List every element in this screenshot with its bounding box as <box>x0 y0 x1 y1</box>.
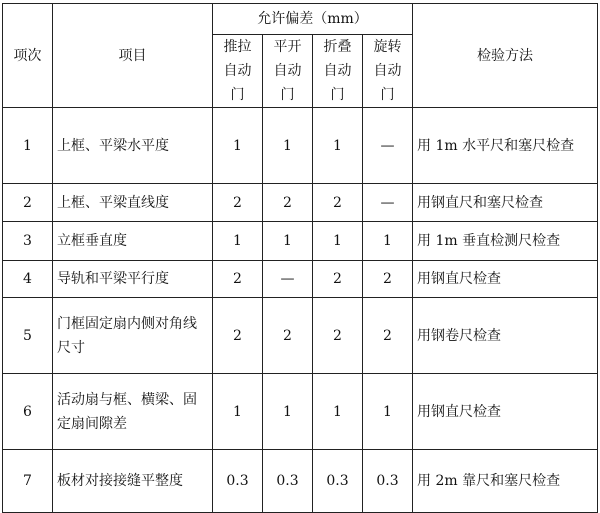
row-value: 2 <box>263 184 313 222</box>
row-item: 上框、平梁直线度 <box>53 184 213 222</box>
header-sliding-door: 推拉 自动门 <box>213 35 263 108</box>
row-item: 板材对接接缝平整度 <box>53 450 213 513</box>
table-row <box>3 298 598 374</box>
row-value: 2 <box>313 298 363 374</box>
row-value: 2 <box>313 184 363 222</box>
row-value: 0.3 <box>313 450 363 513</box>
row-item: 上框、平梁水平度 <box>53 108 213 184</box>
row-value: 1 <box>213 374 263 450</box>
row-method: 用钢直尺检查 <box>413 261 598 298</box>
row-value: 2 <box>313 261 363 298</box>
row-value: 2 <box>363 261 413 298</box>
row-value: 0.3 <box>363 450 413 513</box>
row-item: 活动扇与框、横梁、固定扇间隙差 <box>53 374 213 450</box>
header-revolving-door: 旋转 自动门 <box>363 35 413 108</box>
row-value: — <box>263 261 313 298</box>
row-value: 2 <box>213 298 263 374</box>
row-index: 1 <box>3 108 53 184</box>
table-row <box>3 184 598 222</box>
row-value: 1 <box>263 222 313 261</box>
row-item: 导轨和平梁平行度 <box>53 261 213 298</box>
row-index: 4 <box>3 261 53 298</box>
table-row <box>3 222 598 261</box>
row-value: 1 <box>213 222 263 261</box>
row-method: 用 1m 垂直检测尺检查 <box>413 222 598 261</box>
row-value: — <box>363 184 413 222</box>
row-method: 用钢直尺和塞尺检查 <box>413 184 598 222</box>
row-value: 0.3 <box>263 450 313 513</box>
row-method: 用钢卷尺检查 <box>413 298 598 374</box>
row-item: 门框固定扇内侧对角线尺寸 <box>53 298 213 374</box>
row-value: 1 <box>313 222 363 261</box>
row-value: 2 <box>213 261 263 298</box>
header-index: 项次 <box>3 4 53 108</box>
row-value: — <box>363 108 413 184</box>
table-row <box>3 450 598 513</box>
row-value: 2 <box>213 184 263 222</box>
table-row <box>3 374 598 450</box>
row-value: 0.3 <box>213 450 263 513</box>
row-index: 5 <box>3 298 53 374</box>
row-index: 7 <box>3 450 53 513</box>
row-method: 用 2m 靠尺和塞尺检查 <box>413 450 598 513</box>
row-item: 立框垂直度 <box>53 222 213 261</box>
row-value: 2 <box>263 298 313 374</box>
row-value: 1 <box>363 222 413 261</box>
row-value: 2 <box>363 298 413 374</box>
header-method: 检验方法 <box>413 4 598 108</box>
row-value: 1 <box>263 374 313 450</box>
row-value: 1 <box>313 374 363 450</box>
row-method: 用钢直尺检查 <box>413 374 598 450</box>
row-index: 3 <box>3 222 53 261</box>
table-row <box>3 108 598 184</box>
row-value: 1 <box>263 108 313 184</box>
header-folding-door: 折叠 自动门 <box>313 35 363 108</box>
header-swing-door: 平开 自动门 <box>263 35 313 108</box>
row-value: 1 <box>213 108 263 184</box>
header-tolerance: 允许偏差（mm） <box>213 4 413 35</box>
row-value: 1 <box>363 374 413 450</box>
row-method: 用 1m 水平尺和塞尺检查 <box>413 108 598 184</box>
tolerance-table <box>2 3 598 513</box>
row-index: 2 <box>3 184 53 222</box>
row-index: 6 <box>3 374 53 450</box>
table-row <box>3 261 598 298</box>
row-value: 1 <box>313 108 363 184</box>
header-item: 项目 <box>53 4 213 108</box>
